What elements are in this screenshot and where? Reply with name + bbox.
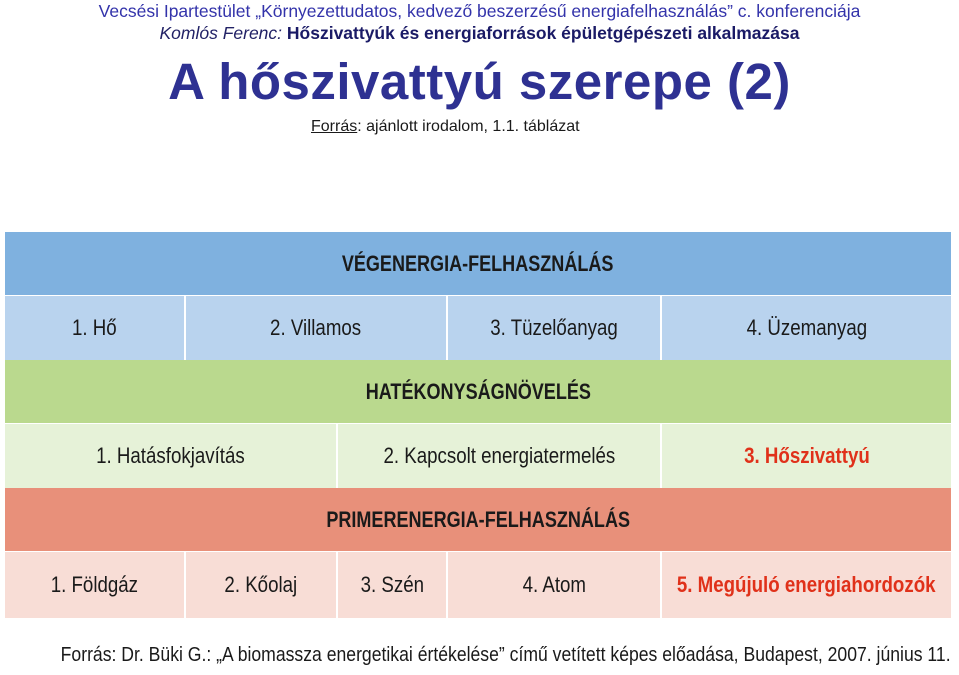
footer-source [0,644,959,667]
primary-items-row [5,552,951,618]
efficiency-title-cell [5,360,951,424]
end-use-items-row [5,296,951,360]
primary-item-cell [186,552,338,618]
efficiency-item-cell [662,424,951,488]
end-use-item-cell [448,296,662,360]
primary-item-cell [338,552,448,618]
primary-item-1: 1. Földgáz [50,572,139,597]
primary-item-3: 3. Szén [360,572,424,597]
end-use-title: VÉGENERGIA-FELHASZNÁLÁS [342,251,614,276]
primary-item-5-highlight: 5. Megújuló energiahordozók [677,572,936,597]
end-use-item-2: 2. Villamos [270,315,362,340]
efficiency-items-row [5,424,951,488]
end-use-item-4: 4. Üzemanyag [746,315,867,340]
efficiency-item-2: 2. Kapcsolt energiatermelés [383,443,615,468]
efficiency-title: HATÉKONYSÁGNÖVELÉS [365,379,591,404]
slide-title: A hőszivattyú szerepe (2) [168,53,791,110]
efficiency-header-row [5,360,951,424]
primary-title-cell [5,488,951,552]
presentation-subtitle [0,23,959,44]
efficiency-item-3-highlight: 3. Hőszivattyú [743,443,870,468]
conference-title: Vecsési Ipartestület „Környezettudatos, kedvező beszerzésű energiafelhasználás” c. konferenciája [98,1,861,21]
footer-text: Forrás: Dr. Büki G.: „A biomassza energetikai értékelése” című vetített képes előadása, Budapest, 2007. június 11. [60,644,951,666]
source-text: : ajánlott irodalom, 1.1. táblázat [357,118,580,135]
primary-item-4: 4. Atom [522,572,586,597]
presentation-topic: Hőszivattyúk és energiaforrások épületgépészeti alkalmazása [286,23,800,43]
source-label: Forrás [311,118,358,135]
end-use-title-cell [5,232,951,296]
end-use-item-cell [662,296,951,360]
source-reference [311,118,580,136]
primary-item-cell [448,552,662,618]
primary-header-row [5,488,951,552]
end-use-item-cell [5,296,186,360]
primary-item-cell [5,552,186,618]
author-name: Komlós Ferenc: [159,23,283,43]
efficiency-item-cell [5,424,338,488]
primary-item-cell [662,552,951,618]
efficiency-item-1: 1. Hatásfokjavítás [96,443,245,468]
end-use-item-3: 3. Tüzelőanyag [490,315,618,340]
primary-title: PRIMERENERGIA-FELHASZNÁLÁS [326,507,630,532]
end-use-item-1: 1. Hő [72,315,117,340]
end-use-header-row [5,232,951,296]
primary-item-2: 2. Kőolaj [224,572,298,597]
end-use-item-cell [186,296,448,360]
efficiency-item-cell [338,424,662,488]
